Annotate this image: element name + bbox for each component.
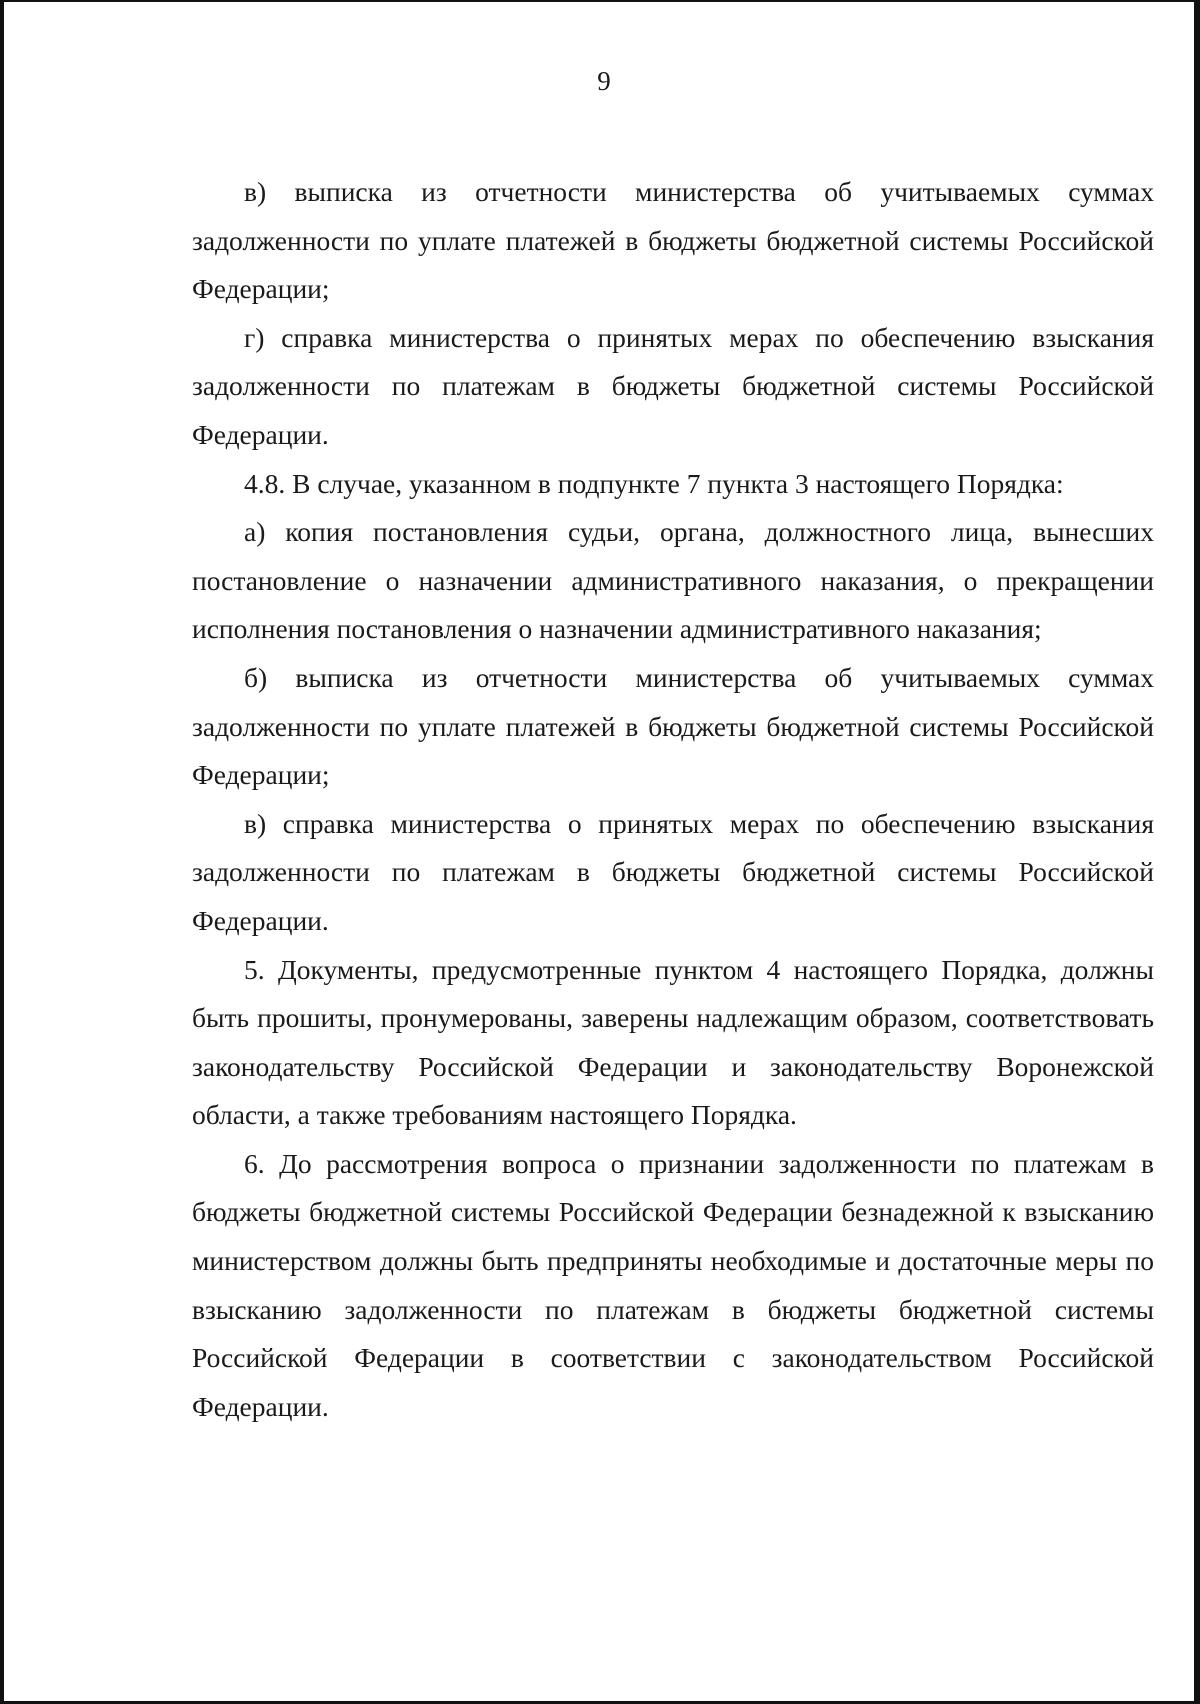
- page-number: 9: [597, 66, 611, 96]
- paragraph-clause-4-8: 4.8. В случае, указанном в подпункте 7 пункта 3 настоящего Порядка:: [244, 467, 1064, 499]
- paragraph-clause-5: 5. Документы, предусмотренные пунктом 4 настоящего Порядка, должны быть прошиты, пронумерованы, заверены надлежащим образом, соответствовать законодательству Российской Федерации и законодательству Воронежской области, а также требованиям настоящего Порядка.: [192, 953, 1154, 1131]
- paragraph-item-a-copy: а) копия постановления судьи, органа, должностного лица, вынесших постановление о назначении административного наказания, о прекращении исполнения постановления о назначении административного наказания;: [192, 516, 1154, 645]
- paragraph-item-b-extract: б) выписка из отчетности министерства об учитываемых суммах задолженности по уплате платежей в бюджеты бюджетной системы Российской Федерации;: [192, 661, 1154, 791]
- document-body: [192, 168, 1154, 1431]
- paragraph-clause-6: 6. До рассмотрения вопроса о признании задолженности по платежам в бюджеты бюджетной системы Российской Федерации безнадежной к взысканию министерством должны быть предприняты необходимые и достаточные меры по взысканию задолженности по платежам в бюджеты бюджетной системы Российской Федерации в соответствии с законодательством Российской Федерации.: [192, 1147, 1154, 1422]
- paragraph-item-v-extract: в) выписка из отчетности министерства об учитываемых суммах задолженности по уплате платежей в бюджеты бюджетной системы Российской Федерации;: [192, 176, 1154, 305]
- paragraph-item-v-certificate: в) справка министерства о принятых мерах по обеспечению взыскания задолженности по платежам в бюджеты бюджетной системы Российской Федерации.: [192, 807, 1154, 936]
- paragraph-item-g-certificate: г) справка министерства о принятых мерах по обеспечению взыскания задолженности по платежам в бюджеты бюджетной системы Российской Федерации.: [192, 321, 1154, 450]
